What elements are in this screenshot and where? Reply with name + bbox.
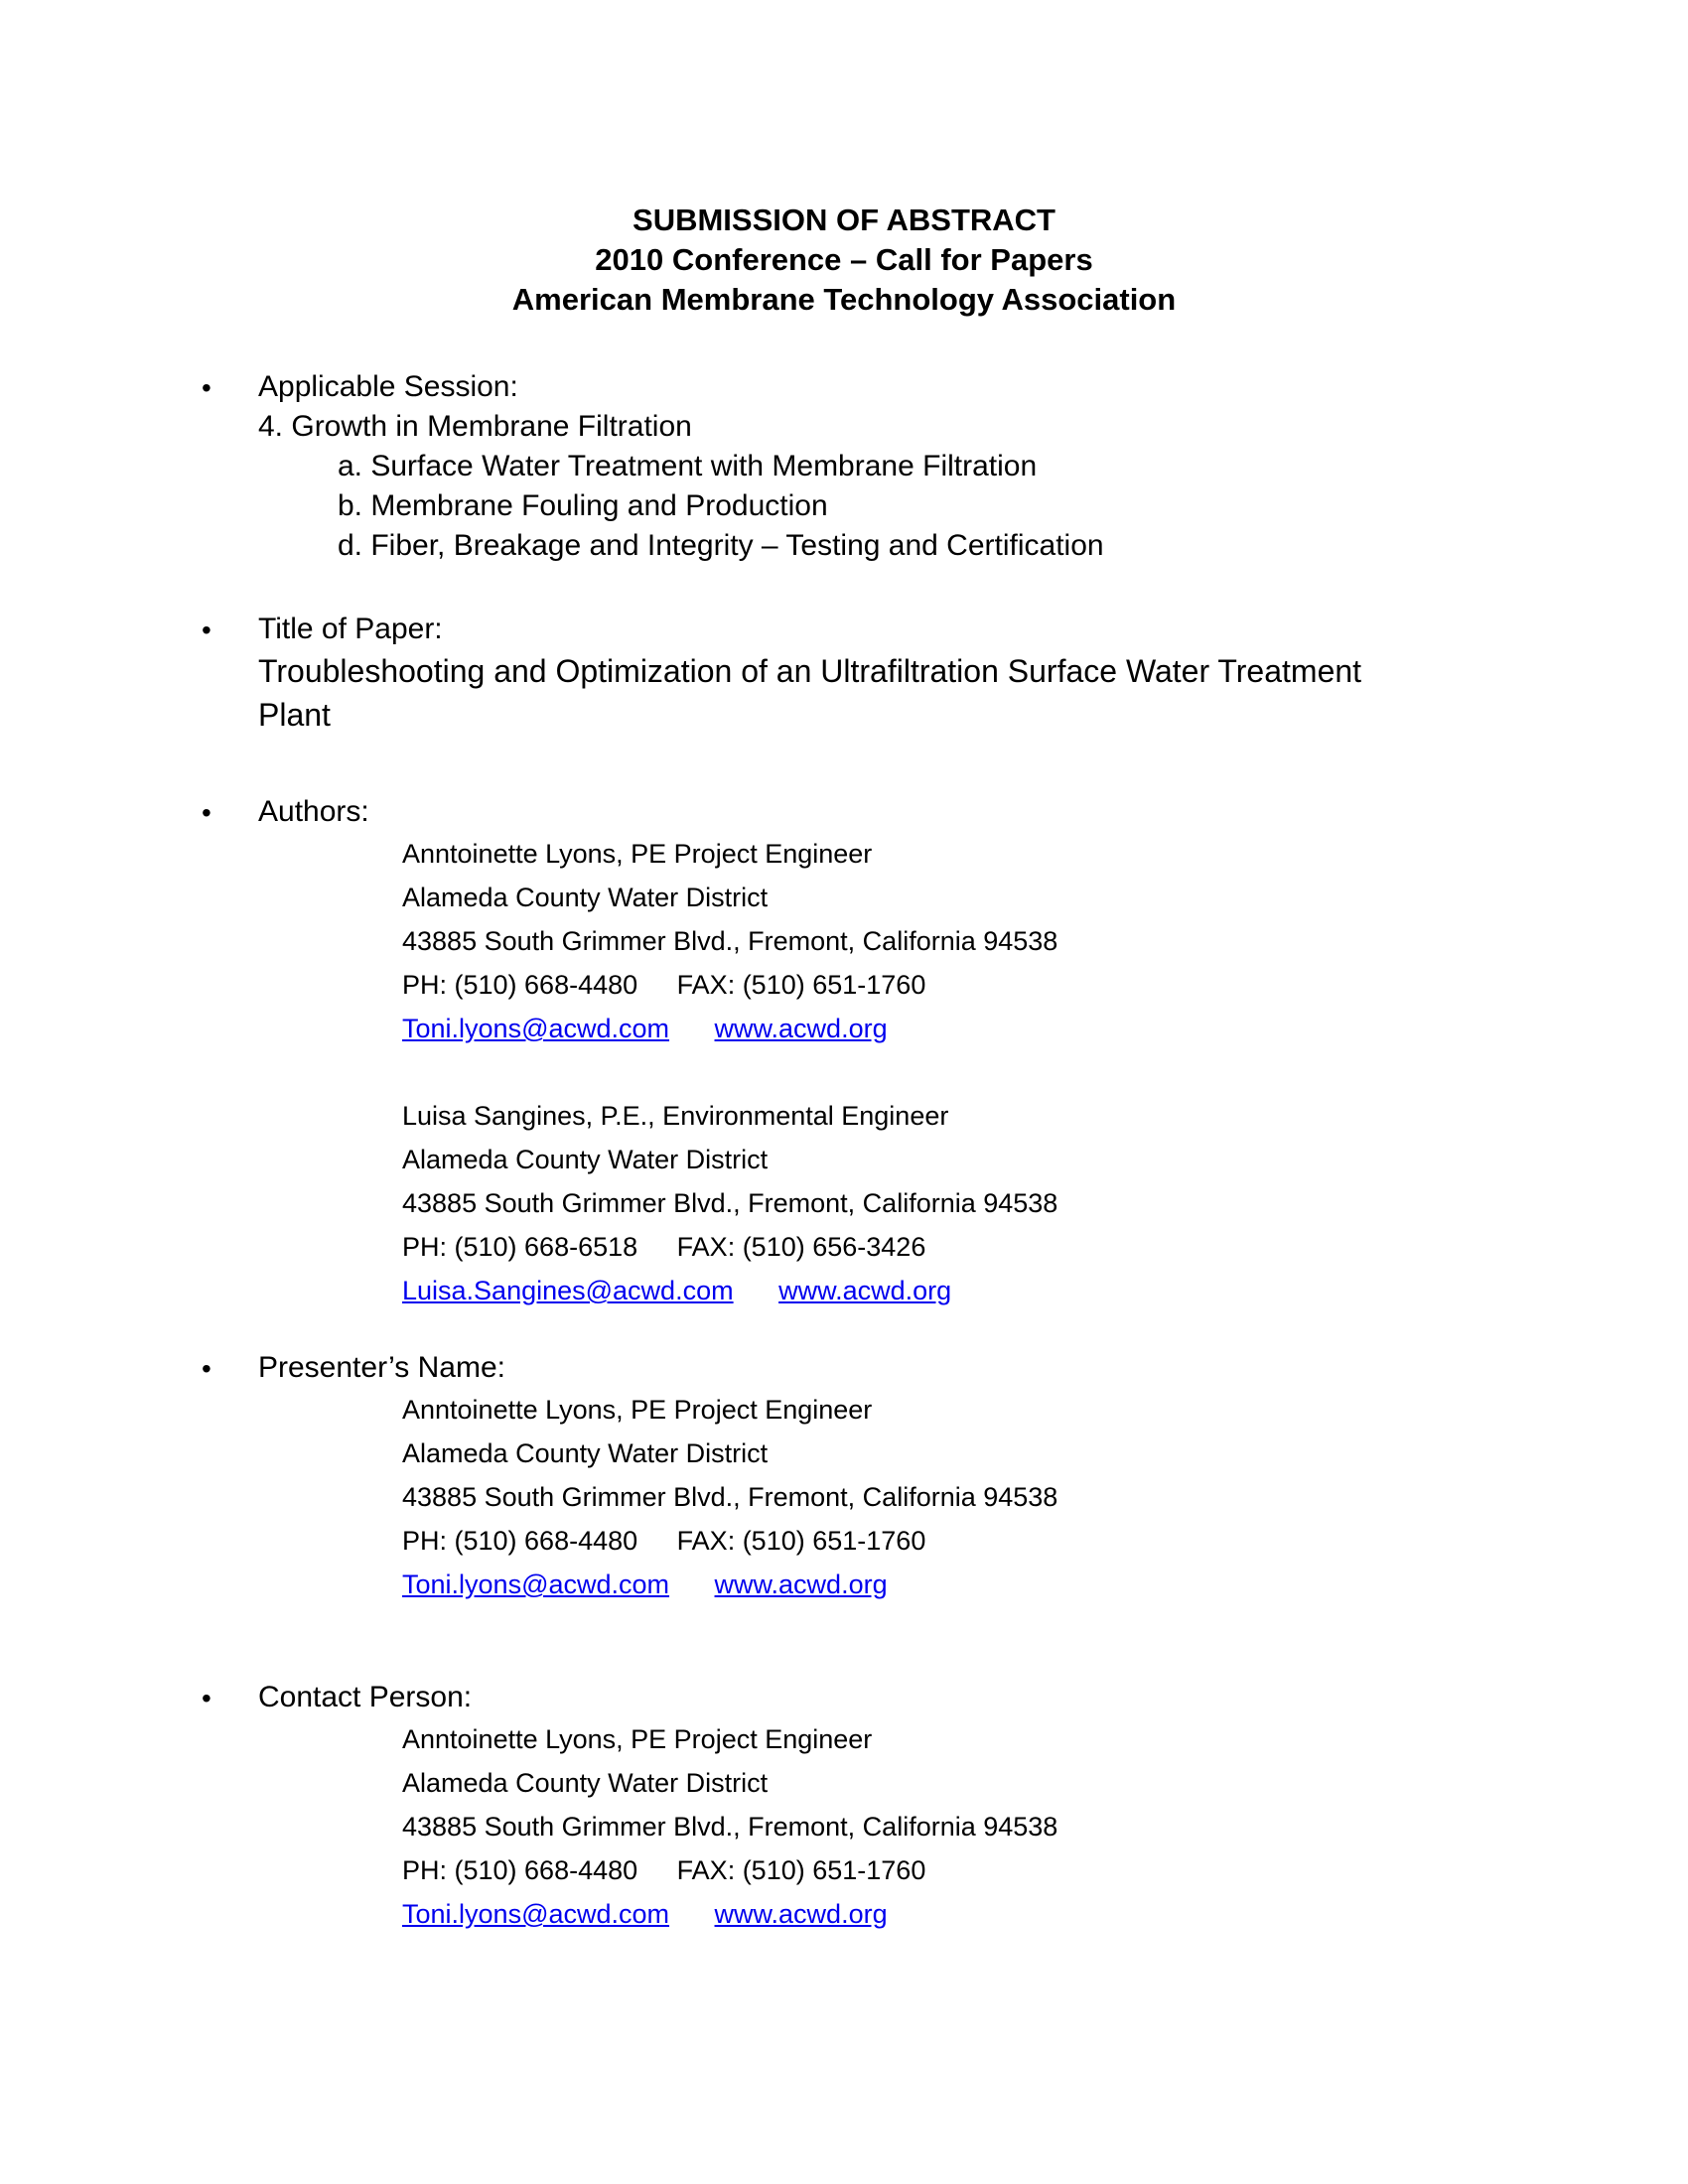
document-body — [0, 367, 1688, 1936]
document-header — [0, 0, 1688, 320]
author-website-link[interactable]: www.acwd.org — [778, 1276, 952, 1305]
author-phone-fax-line — [402, 1225, 1688, 1269]
bullet-icon: • — [202, 797, 211, 828]
presenter-label: Presenter’s Name: — [258, 1351, 505, 1384]
bullet-icon: • — [202, 1683, 211, 1713]
author-entry — [402, 832, 1688, 1050]
presenter-organization: Alameda County Water District — [402, 1438, 769, 1468]
contact-entry — [402, 1717, 1688, 1936]
contact-phone-fax-line — [402, 1848, 1688, 1892]
author-email-link[interactable]: Luisa.Sangines@acwd.com — [402, 1276, 734, 1305]
bullet-icon: • — [202, 372, 211, 403]
subsession-item: a. Surface Water Treatment with Membrane Filtration — [338, 450, 1038, 482]
presenter-links-line — [402, 1563, 1688, 1606]
contact-address: 43885 South Grimmer Blvd., Fremont, California 94538 — [402, 1812, 1058, 1842]
author-email-link[interactable]: Toni.lyons@acwd.com — [402, 1014, 670, 1043]
contact-email-link[interactable]: Toni.lyons@acwd.com — [402, 1899, 670, 1929]
contact-person-label: Contact Person: — [258, 1681, 473, 1713]
author-phone: PH: (510) 668-4480 — [402, 970, 638, 1000]
section-presenter — [0, 1348, 1688, 1606]
author-address: 43885 South Grimmer Blvd., Fremont, California 94538 — [402, 1188, 1058, 1218]
bullet-icon: • — [202, 1353, 211, 1384]
contact-links-line — [402, 1892, 1688, 1936]
author-phone: PH: (510) 668-6518 — [402, 1232, 638, 1262]
contact-fax: FAX: (510) 651-1760 — [676, 1855, 926, 1885]
bullet-icon: • — [202, 614, 211, 645]
paper-title: Troubleshooting and Optimization of an Ultrafiltration Surface Water Treatment Plant — [258, 653, 1362, 733]
section-title-of-paper — [0, 610, 1688, 737]
presenter-phone-fax-line — [402, 1519, 1688, 1563]
author-entry — [402, 1094, 1688, 1312]
title-of-paper-label: Title of Paper: — [258, 613, 443, 645]
presenter-fax: FAX: (510) 651-1760 — [676, 1526, 926, 1556]
applicable-session-label: Applicable Session: — [258, 370, 518, 403]
contact-phone: PH: (510) 668-4480 — [402, 1855, 638, 1885]
subsession-item: d. Fiber, Breakage and Integrity – Testing and Certification — [338, 529, 1104, 562]
presenter-email-link[interactable]: Toni.lyons@acwd.com — [402, 1570, 670, 1599]
subsession-item: b. Membrane Fouling and Production — [338, 489, 828, 522]
presenter-website-link[interactable]: www.acwd.org — [714, 1570, 888, 1599]
presenter-entry — [402, 1388, 1688, 1606]
author-links-line — [402, 1269, 1688, 1312]
author-name: Luisa Sangines, P.E., Environmental Engineer — [402, 1101, 949, 1131]
author-phone-fax-line — [402, 963, 1688, 1007]
author-fax: FAX: (510) 651-1760 — [676, 970, 926, 1000]
presenter-address: 43885 South Grimmer Blvd., Fremont, California 94538 — [402, 1482, 1058, 1512]
authors-label: Authors: — [258, 795, 369, 828]
author-organization: Alameda County Water District — [402, 1145, 769, 1174]
header-title: SUBMISSION OF ABSTRACT — [633, 203, 1055, 237]
contact-organization: Alameda County Water District — [402, 1768, 769, 1798]
session-item: 4. Growth in Membrane Filtration — [258, 410, 692, 443]
header-organization: American Membrane Technology Association — [511, 282, 1177, 317]
author-website-link[interactable]: www.acwd.org — [714, 1014, 888, 1043]
presenter-phone: PH: (510) 668-4480 — [402, 1526, 638, 1556]
presenter-name: Anntoinette Lyons, PE Project Engineer — [402, 1395, 873, 1425]
author-fax: FAX: (510) 656-3426 — [676, 1232, 926, 1262]
author-name: Anntoinette Lyons, PE Project Engineer — [402, 839, 873, 869]
section-contact-person — [0, 1678, 1688, 1936]
subsession-list — [258, 447, 1688, 566]
section-applicable-session — [0, 367, 1688, 566]
author-organization: Alameda County Water District — [402, 883, 769, 912]
author-links-line — [402, 1007, 1688, 1050]
header-subtitle: 2010 Conference – Call for Papers — [595, 242, 1093, 277]
author-address: 43885 South Grimmer Blvd., Fremont, California 94538 — [402, 926, 1058, 956]
contact-name: Anntoinette Lyons, PE Project Engineer — [402, 1724, 873, 1754]
section-authors — [0, 792, 1688, 1312]
contact-website-link[interactable]: www.acwd.org — [714, 1899, 888, 1929]
